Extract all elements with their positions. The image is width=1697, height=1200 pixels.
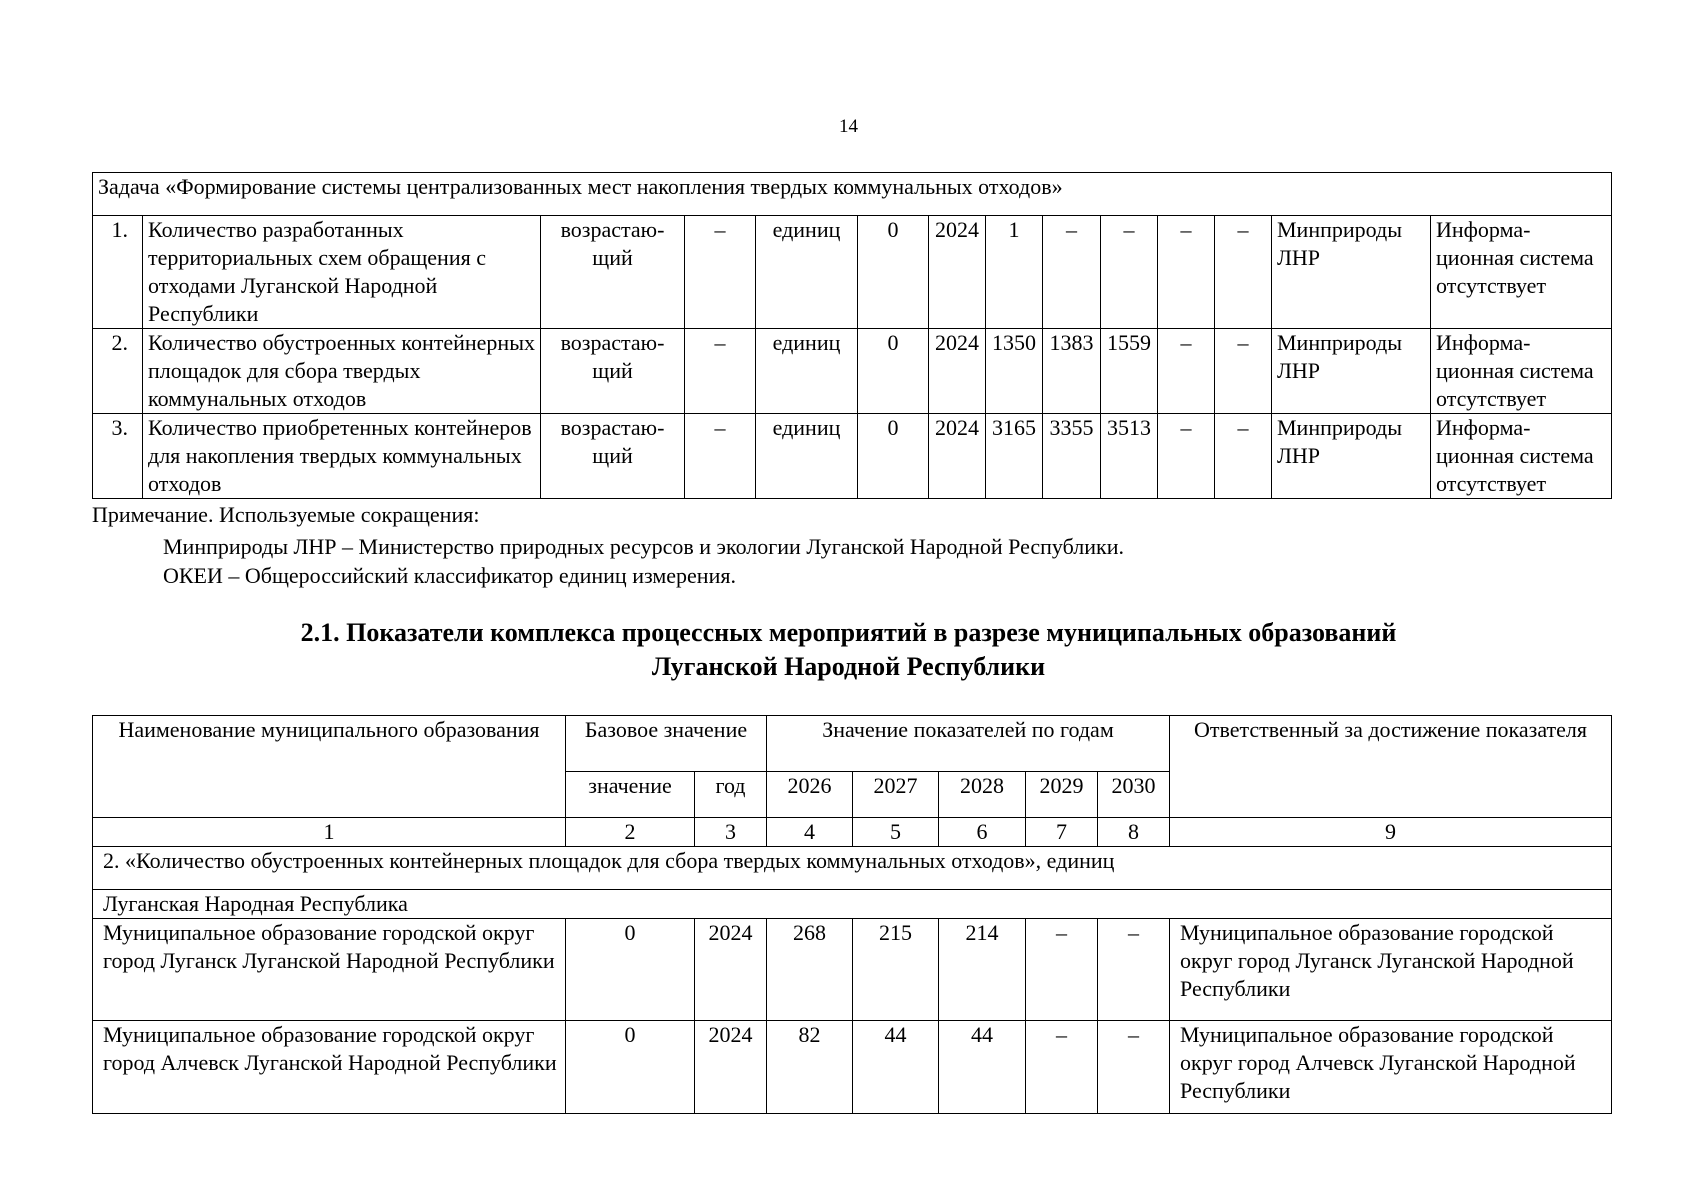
base-value: 0 (858, 329, 929, 414)
indicator-title: 2. «Количество обустроенных контейнерных площадок для сбора твердых коммунальных отходов», единиц (93, 847, 1612, 890)
table-row (93, 919, 1612, 1021)
header-responsible: Ответственный за достижение показателя (1170, 716, 1612, 818)
value-2026: 268 (767, 919, 853, 1021)
header-year-2029: 2029 (1026, 772, 1098, 818)
column-number: 2 (566, 818, 695, 847)
unit: единиц (756, 329, 858, 414)
responsible: Муниципальное образование городской округ город Алчевск Луганской Народной Республики (1170, 1021, 1612, 1114)
table-row (93, 1021, 1612, 1114)
section-title-line-1: 2.1. Показатели комплекса процессных мероприятий в разрезе муниципальных образований (300, 618, 1397, 647)
value-2026: 82 (767, 1021, 853, 1114)
base-value: 0 (858, 216, 929, 329)
okei-code: – (685, 414, 756, 499)
okei-code: – (685, 329, 756, 414)
note-heading: Примечание. Используемые сокращения: (92, 502, 480, 527)
section-title-line-2: Луганской Народной Республики (651, 652, 1046, 681)
responsible: Минприроды ЛНР (1272, 414, 1431, 499)
value-2029: – (1158, 329, 1215, 414)
row-number: 1. (93, 216, 143, 329)
base-year: 2024 (929, 414, 986, 499)
municipal-indicators-table (92, 715, 1612, 1114)
info-system: Информа-ционная система отсутствует (1431, 329, 1612, 414)
value-2027: 215 (853, 919, 939, 1021)
indicator-trend: возрастаю-щий (541, 329, 685, 414)
header-name: Наименование муниципального образования (93, 716, 566, 818)
indicators-table (92, 172, 1612, 499)
responsible: Муниципальное образование городской округ город Луганск Луганской Народной Республики (1170, 919, 1612, 1021)
column-number: 5 (853, 818, 939, 847)
responsible: Минприроды ЛНР (1272, 329, 1431, 414)
value-2028: – (1101, 216, 1158, 329)
value-2026: 1 (986, 216, 1043, 329)
value-2030: – (1215, 414, 1272, 499)
value-2029: – (1026, 919, 1098, 1021)
column-number: 9 (1170, 818, 1612, 847)
header-year-2028: 2028 (939, 772, 1026, 818)
base-value: 0 (858, 414, 929, 499)
column-number: 1 (93, 818, 566, 847)
municipality-name: Муниципальное образование городской округ город Алчевск Луганской Народной Республики (93, 1021, 566, 1114)
row-number: 3. (93, 414, 143, 499)
value-2028: 1559 (1101, 329, 1158, 414)
info-system: Информа-ционная система отсутствует (1431, 216, 1612, 329)
column-number: 3 (695, 818, 767, 847)
indicator-name: Количество обустроенных контейнерных площадок для сбора твердых коммунальных отходов (143, 329, 541, 414)
value-2027: 1383 (1043, 329, 1101, 414)
header-base-year: год (695, 772, 767, 818)
responsible: Минприроды ЛНР (1272, 216, 1431, 329)
header-year-2026: 2026 (767, 772, 853, 818)
value-2029: – (1026, 1021, 1098, 1114)
table-row (93, 216, 1612, 329)
header-values-by-year: Значение показателей по годам (767, 716, 1170, 772)
column-number: 4 (767, 818, 853, 847)
value-2028: 214 (939, 919, 1026, 1021)
okei-code: – (685, 216, 756, 329)
region-name: Луганская Народная Республика (93, 890, 1612, 919)
value-2030: – (1098, 919, 1170, 1021)
unit: единиц (756, 216, 858, 329)
base-value: 0 (566, 919, 695, 1021)
value-2027: – (1043, 216, 1101, 329)
indicator-trend: возрастаю-щий (541, 216, 685, 329)
page-number: 14 (839, 116, 858, 137)
row-number: 2. (93, 329, 143, 414)
value-2026: 3165 (986, 414, 1043, 499)
municipality-name: Муниципальное образование городской округ город Луганск Луганской Народной Республики (93, 919, 566, 1021)
value-2027: 3355 (1043, 414, 1101, 499)
value-2030: – (1215, 329, 1272, 414)
column-number: 8 (1098, 818, 1170, 847)
value-2028: 44 (939, 1021, 1026, 1114)
value-2028: 3513 (1101, 414, 1158, 499)
value-2026: 1350 (986, 329, 1043, 414)
column-number: 6 (939, 818, 1026, 847)
indicator-name: Количество приобретенных контейнеров для накопления твердых коммунальных отходов (143, 414, 541, 499)
header-year-2030: 2030 (1098, 772, 1170, 818)
info-system: Информа-ционная система отсутствует (1431, 414, 1612, 499)
header-base: Базовое значение (566, 716, 767, 772)
value-2030: – (1215, 216, 1272, 329)
note-line-1: Минприроды ЛНР – Министерство природных ресурсов и экологии Луганской Народной Республики. (163, 534, 1124, 559)
table-row (93, 414, 1612, 499)
base-year: 2024 (695, 919, 767, 1021)
base-year: 2024 (695, 1021, 767, 1114)
value-2029: – (1158, 216, 1215, 329)
value-2027: 44 (853, 1021, 939, 1114)
indicator-trend: возрастаю-щий (541, 414, 685, 499)
unit: единиц (756, 414, 858, 499)
base-year: 2024 (929, 216, 986, 329)
base-value: 0 (566, 1021, 695, 1114)
task-title: Задача «Формирование системы централизованных мест накопления твердых коммунальных отходов» (93, 173, 1612, 216)
note-line-2: ОКЕИ – Общероссийский классификатор единиц измерения. (163, 563, 736, 588)
header-year-2027: 2027 (853, 772, 939, 818)
base-year: 2024 (929, 329, 986, 414)
header-base-value: значение (566, 772, 695, 818)
value-2030: – (1098, 1021, 1170, 1114)
section-title (0, 616, 1697, 684)
table-row (93, 329, 1612, 414)
value-2029: – (1158, 414, 1215, 499)
column-number: 7 (1026, 818, 1098, 847)
indicator-name: Количество разработанных территориальных схем обращения с отходами Луганской Народной Республики (143, 216, 541, 329)
